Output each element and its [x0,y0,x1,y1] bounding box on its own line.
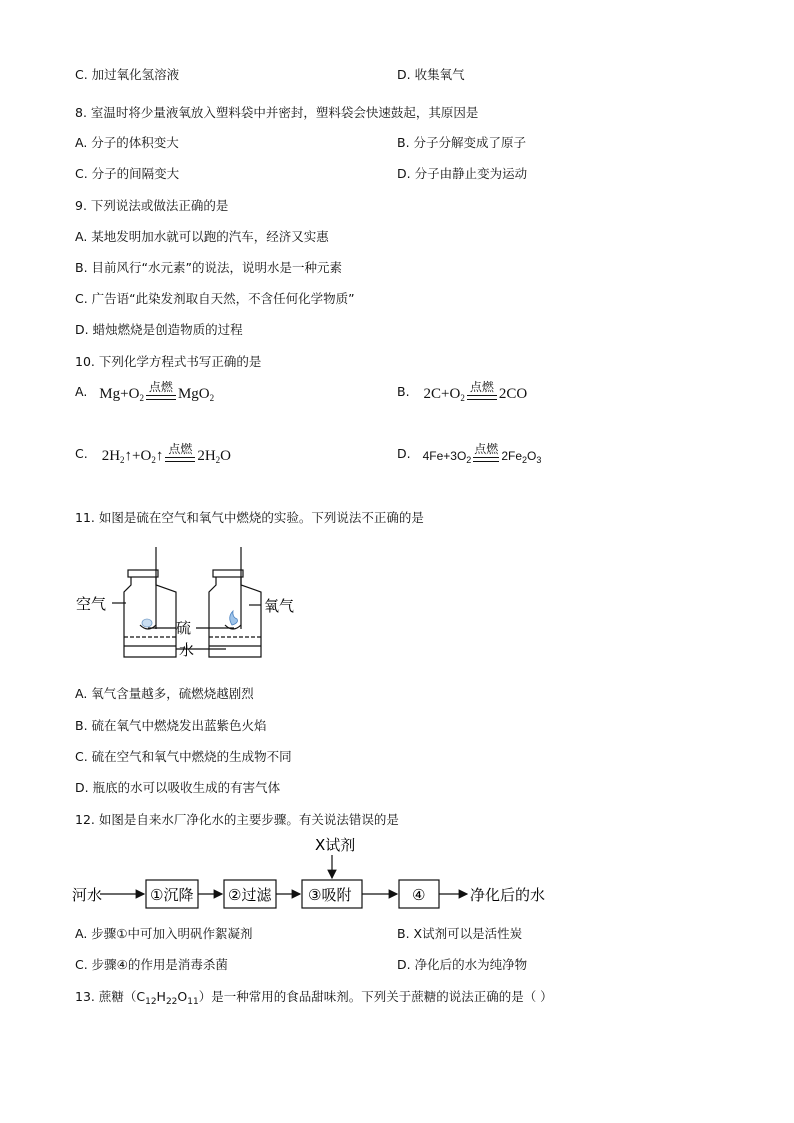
q10-option-b [397,380,528,417]
q11-stem: 11. 如图是硫在空气和氧气中燃烧的实验。下列说法不正确的是 [75,510,424,525]
q9-option-a: A. 某地发明加水就可以跑的汽车，经济又实惠 [75,229,329,244]
flow-label-river-water: 河水 [72,886,103,904]
q11-option-a: A. 氧气含量越多，硫燃烧越剧烈 [75,686,254,701]
q11-option-c: C. 硫在空气和氧气中燃烧的生成物不同 [75,749,292,764]
q10-option-c-label: C. [75,446,88,461]
q10-option-c [75,442,232,479]
blue-flame-right-icon [230,611,238,625]
q12-stem: 12. 如图是自来水厂净化水的主要步骤。有关说法错误的是 [75,812,399,827]
q12-option-c: C. 步骤④的作用是消毒杀菌 [75,957,228,972]
q7-option-c: C. 加过氧化氢溶液 [75,67,180,82]
q12-option-b: B. X试剂可以是活性炭 [397,926,523,941]
q8-option-a: A. 分子的体积变大 [75,135,179,150]
figure-label-air: 空气 [76,595,107,613]
q11-option-d: D. 瓶底的水可以吸收生成的有害气体 [75,780,281,795]
q9-stem: 9. 下列说法或做法正确的是 [75,198,229,213]
blue-flame-left-icon [142,619,152,627]
q8-option-b: B. 分子分解变成了原子 [397,135,527,150]
q12-water-purification-flowchart [72,835,562,915]
q10-option-d [397,442,542,479]
q12-option-a: A. 步骤①中可加入明矾作絮凝剂 [75,926,253,941]
q9-option-d: D. 蜡烛燃烧是创造物质的过程 [75,322,243,337]
q10-option-b-equation: $2C+O_2$ 点燃 2CO [423,380,528,403]
q8-option-c: C. 分子的间隔变大 [75,166,180,181]
q11-option-b: B. 硫在氧气中燃烧发出蓝紫色火焰 [75,718,267,733]
q10-option-a-label: A. [75,384,88,399]
q10-option-d-label: D. [397,446,411,461]
flow-step-filtration: ②过滤 [228,886,272,904]
q8-stem: 8. 室温时将少量液氧放入塑料袋中并密封，塑料袋会快速鼓起，其原因是 [75,105,479,120]
flow-step-sedimentation: ①沉降 [150,886,194,904]
q10-option-a-equation: $Mg+O_2$ 点燃 MgO$_2$ [99,380,215,403]
q10-option-b-label: B. [397,384,410,399]
q8-option-d: D. 分子由静止变为运动 [397,166,528,181]
q10-stem: 10. 下列化学方程式书写正确的是 [75,354,262,369]
q9-option-b: B. 目前风行“水元素”的说法，说明水是一种元素 [75,260,342,275]
q11-sulfur-combustion-figure [76,545,296,665]
q12-option-d: D. 净化后的水为纯净物 [397,957,528,972]
q10-option-d-equation: $4Fe+3O_2$ 点燃 $2Fe_2O_3$ [422,442,542,465]
q7-option-d: D. 收集氧气 [397,67,465,82]
figure-label-water: 水 [179,641,195,659]
q10-option-c-equation: $2H_2↑+O_2↑$ 点燃 $2H_2O$ [101,442,232,465]
figure-label-sulfur: 硫 [176,619,192,637]
q10-option-a [75,380,215,417]
flow-step-adsorption: ③吸附 [308,886,352,904]
flow-step-4: ④ [412,886,426,904]
flow-label-x-reagent: X试剂 [315,836,356,854]
flow-label-purified-water: 净化后的水 [470,886,546,904]
q9-option-c: C. 广告语“此染发剂取自天然，不含任何化学物质” [75,291,355,306]
figure-label-oxygen: 氧气 [264,597,295,615]
q13-stem: 13. 蔗糖$(C_{12}H_{22}O_{11})$是一种常用的食品甜味剂。下列关于蔗糖的说法正确的是（ ） [75,989,553,1007]
